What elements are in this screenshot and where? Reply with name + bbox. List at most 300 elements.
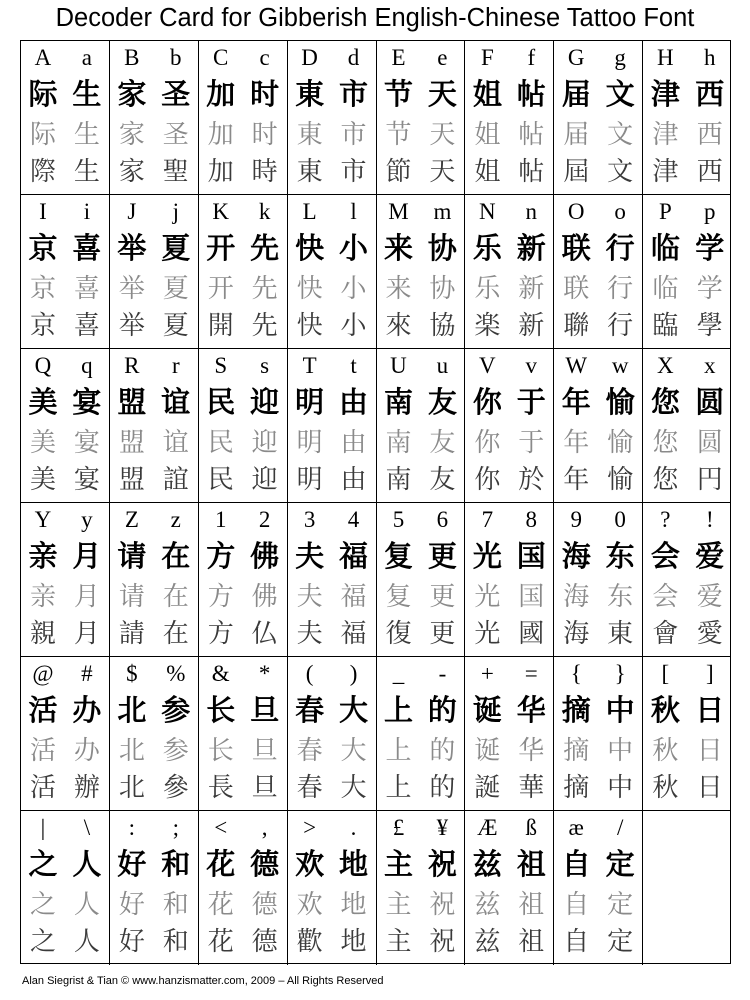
latin-glyph: 8 (525, 507, 538, 532)
chinese-bold-glyph: 快 (295, 231, 325, 265)
latin-glyph: m (433, 199, 452, 224)
chinese-traditional-glyph: 華 (518, 773, 545, 803)
latin-glyph: ¥ (436, 815, 449, 840)
latin-glyph: . (350, 815, 357, 840)
chinese-traditional-glyph: 您 (652, 465, 679, 495)
chinese-bold-glyph: 日 (695, 693, 725, 727)
chinese-bold-glyph: 爱 (695, 539, 725, 573)
chinese-traditional-glyph: 新 (518, 311, 545, 341)
chinese-bold-glyph: 姐 (472, 77, 502, 111)
character-cell (465, 349, 509, 502)
chinese-traditional-glyph: 摘 (563, 773, 590, 803)
chinese-simplified-glyph: 月 (73, 582, 100, 612)
character-cell (420, 349, 464, 502)
latin-glyph: y (81, 507, 93, 532)
copyright-footer: Alan Siegrist & Tian © www.hanzismatter.com, 2009 – All Rights Reserved (22, 975, 384, 987)
chinese-traditional-glyph: 自 (563, 927, 590, 957)
character-cell (554, 657, 598, 810)
chinese-simplified-glyph: 祖 (518, 890, 545, 920)
chinese-bold-glyph: 津 (650, 77, 680, 111)
grid-row (21, 811, 730, 965)
character-cell (21, 657, 65, 810)
character-cell (65, 41, 109, 194)
character-cell (688, 349, 732, 502)
latin-glyph: 0 (614, 507, 626, 532)
chinese-bold-glyph: 西 (695, 77, 725, 111)
character-pair (21, 657, 110, 810)
character-pair (110, 811, 199, 965)
character-pair (643, 657, 732, 810)
chinese-traditional-glyph: 明 (296, 465, 323, 495)
chinese-traditional-glyph: 西 (696, 157, 723, 187)
chinese-simplified-glyph: 人 (73, 890, 100, 920)
character-cell (332, 349, 376, 502)
latin-glyph: j (172, 199, 179, 224)
latin-glyph: e (437, 45, 448, 70)
chinese-simplified-glyph: 地 (340, 890, 367, 920)
chinese-simplified-glyph: 津 (652, 120, 679, 150)
latin-glyph: / (616, 815, 624, 840)
character-cell (332, 657, 376, 810)
latin-glyph: $ (126, 661, 138, 686)
chinese-simplified-glyph: 友 (429, 428, 456, 458)
grid-row (21, 41, 730, 195)
latin-glyph: + (480, 661, 494, 686)
grid-row (21, 657, 730, 811)
chinese-traditional-glyph: 際 (29, 157, 56, 187)
character-cell (21, 349, 65, 502)
character-cell (509, 657, 553, 810)
character-cell (509, 811, 553, 965)
chinese-bold-glyph: 临 (650, 231, 680, 265)
latin-glyph: n (525, 199, 538, 224)
character-pair (465, 657, 554, 810)
chinese-simplified-glyph: 届 (563, 120, 590, 150)
latin-glyph: D (301, 45, 318, 70)
chinese-simplified-glyph: 华 (518, 736, 545, 766)
character-cell (509, 195, 553, 348)
latin-glyph: Z (124, 507, 139, 532)
chinese-traditional-glyph: 會 (652, 619, 679, 649)
chinese-traditional-glyph: 京 (29, 311, 56, 341)
latin-glyph: R (124, 353, 140, 378)
character-cell (199, 195, 243, 348)
character-cell (332, 811, 376, 965)
latin-glyph: F (480, 45, 494, 70)
character-cell (598, 811, 642, 965)
latin-glyph: @ (32, 661, 54, 686)
character-cell (377, 503, 421, 656)
latin-glyph: 5 (392, 507, 405, 532)
chinese-simplified-glyph: 会 (652, 582, 679, 612)
chinese-simplified-glyph: 京 (29, 274, 56, 304)
chinese-traditional-glyph: 辦 (73, 773, 100, 803)
chinese-traditional-glyph: 宴 (73, 465, 100, 495)
chinese-simplified-glyph: 美 (29, 428, 56, 458)
latin-glyph: - (438, 661, 447, 686)
chinese-simplified-glyph: 東 (296, 120, 323, 150)
chinese-bold-glyph: 参 (161, 693, 191, 727)
character-pair (199, 657, 288, 810)
chinese-simplified-glyph: 宴 (73, 428, 100, 458)
character-pair (554, 349, 643, 502)
latin-glyph: ! (705, 507, 714, 532)
character-pair (554, 657, 643, 810)
latin-glyph: v (525, 353, 538, 378)
latin-glyph: B (124, 45, 140, 70)
chinese-traditional-glyph: 快 (296, 311, 323, 341)
chinese-simplified-glyph: 谊 (162, 428, 189, 458)
latin-glyph: P (658, 199, 672, 224)
chinese-bold-glyph: 祝 (427, 847, 457, 881)
chinese-simplified-glyph: 摘 (563, 736, 590, 766)
character-pair (377, 349, 466, 502)
chinese-simplified-glyph: 光 (474, 582, 501, 612)
chinese-traditional-glyph: 先 (251, 311, 278, 341)
chinese-bold-glyph: 诞 (472, 693, 502, 727)
chinese-bold-glyph: 天 (427, 77, 457, 111)
chinese-traditional-glyph: 聖 (162, 157, 189, 187)
chinese-traditional-glyph: 學 (696, 311, 723, 341)
character-cell (598, 41, 642, 194)
chinese-bold-glyph: 方 (206, 539, 236, 573)
chinese-traditional-glyph: 海 (563, 619, 590, 649)
chinese-simplified-glyph: 市 (340, 120, 367, 150)
character-cell (288, 503, 332, 656)
character-pair (199, 811, 288, 965)
latin-glyph: a (81, 45, 93, 70)
chinese-traditional-glyph: 長 (207, 773, 234, 803)
character-pair (377, 195, 466, 348)
chinese-bold-glyph: 东 (605, 539, 635, 573)
character-cell (377, 349, 421, 502)
latin-glyph: | (40, 815, 46, 840)
latin-glyph: # (81, 661, 93, 686)
chinese-traditional-glyph: 主 (385, 927, 412, 957)
character-pair (110, 349, 199, 502)
character-pair (199, 195, 288, 348)
chinese-simplified-glyph: 帖 (518, 120, 545, 150)
latin-glyph: s (260, 353, 270, 378)
chinese-simplified-glyph: 姐 (474, 120, 501, 150)
chinese-simplified-glyph: 开 (207, 274, 234, 304)
chinese-simplified-glyph: 由 (340, 428, 367, 458)
latin-glyph: < (214, 815, 228, 840)
chinese-bold-glyph: 夫 (295, 539, 325, 573)
chinese-traditional-glyph: 活 (29, 773, 56, 803)
character-cell (509, 41, 553, 194)
latin-glyph: C (213, 45, 229, 70)
character-cell (643, 195, 687, 348)
chinese-bold-glyph: 月 (72, 539, 102, 573)
latin-glyph: i (83, 199, 91, 224)
chinese-simplified-glyph: 临 (652, 274, 679, 304)
chinese-traditional-glyph: 文 (607, 157, 634, 187)
chinese-traditional-glyph: 時 (251, 157, 278, 187)
character-pair (199, 349, 288, 502)
chinese-simplified-glyph: 你 (474, 428, 501, 458)
chinese-simplified-glyph: 春 (296, 736, 323, 766)
chinese-traditional-glyph: 祖 (518, 927, 545, 957)
latin-glyph: r (171, 353, 180, 378)
character-cell (154, 503, 198, 656)
chinese-traditional-glyph: 小 (340, 311, 367, 341)
latin-glyph: l (350, 199, 357, 224)
chinese-simplified-glyph: 来 (385, 274, 412, 304)
chinese-bold-glyph: 京 (28, 231, 58, 265)
latin-glyph: [ (661, 661, 670, 686)
latin-glyph: * (258, 661, 271, 686)
chinese-traditional-glyph: 美 (29, 465, 56, 495)
chinese-traditional-glyph: 举 (118, 311, 145, 341)
character-pair (288, 349, 377, 502)
chinese-traditional-glyph: 你 (474, 465, 501, 495)
character-cell (420, 41, 464, 194)
character-cell (243, 503, 287, 656)
chinese-bold-glyph: 谊 (161, 385, 191, 419)
chinese-traditional-glyph: 人 (73, 927, 100, 957)
chinese-traditional-glyph: 津 (652, 157, 679, 187)
latin-glyph: X (657, 353, 674, 378)
chinese-simplified-glyph: 在 (162, 582, 189, 612)
chinese-bold-glyph: 市 (339, 77, 369, 111)
character-pair (199, 503, 288, 656)
chinese-simplified-glyph: 方 (207, 582, 234, 612)
character-cell (243, 195, 287, 348)
chinese-bold-glyph: 文 (605, 77, 635, 111)
chinese-bold-glyph: 的 (427, 693, 457, 727)
chinese-simplified-glyph: 迎 (251, 428, 278, 458)
chinese-bold-glyph: 国 (516, 539, 546, 573)
chinese-bold-glyph: 办 (72, 693, 102, 727)
character-pair (288, 503, 377, 656)
chinese-traditional-glyph: 仏 (251, 619, 278, 649)
chinese-bold-glyph: 友 (427, 385, 457, 419)
chinese-simplified-glyph: 请 (118, 582, 145, 612)
chinese-bold-glyph: 春 (295, 693, 325, 727)
chinese-bold-glyph: 乐 (472, 231, 502, 265)
chinese-bold-glyph: 际 (28, 77, 58, 111)
chinese-bold-glyph: 更 (427, 539, 457, 573)
character-pair (377, 41, 466, 194)
character-cell (65, 349, 109, 502)
character-cell (21, 195, 65, 348)
chinese-traditional-glyph: 天 (429, 157, 456, 187)
latin-glyph: Æ (477, 815, 498, 840)
character-pair (465, 41, 554, 194)
chinese-traditional-glyph: 和 (162, 927, 189, 957)
character-cell (110, 657, 154, 810)
latin-glyph: q (81, 353, 93, 378)
grid-row (21, 349, 730, 503)
chinese-simplified-glyph: 大 (340, 736, 367, 766)
latin-glyph: N (479, 199, 496, 224)
character-cell (65, 811, 109, 965)
character-cell (420, 811, 464, 965)
chinese-traditional-glyph: 方 (207, 619, 234, 649)
chinese-bold-glyph: 小 (339, 231, 369, 265)
chinese-traditional-glyph: 在 (162, 619, 189, 649)
character-cell (688, 657, 732, 810)
latin-glyph: 3 (303, 507, 316, 532)
chinese-bold-glyph: 迎 (250, 385, 280, 419)
character-cell (332, 503, 376, 656)
character-cell (288, 657, 332, 810)
chinese-simplified-glyph: 天 (429, 120, 456, 150)
latin-glyph: V (479, 353, 496, 378)
chinese-bold-glyph: 活 (28, 693, 58, 727)
chinese-bold-glyph: 福 (339, 539, 369, 573)
latin-glyph: A (34, 45, 52, 70)
decoder-grid (20, 40, 731, 964)
grid-row (21, 195, 730, 349)
chinese-bold-glyph: 北 (117, 693, 147, 727)
chinese-simplified-glyph: 参 (162, 736, 189, 766)
character-cell (243, 657, 287, 810)
latin-glyph: u (436, 353, 449, 378)
chinese-bold-glyph: 年 (561, 385, 591, 419)
chinese-simplified-glyph: 联 (563, 274, 590, 304)
latin-glyph: 2 (258, 507, 271, 532)
character-cell (465, 503, 509, 656)
chinese-traditional-glyph: 大 (340, 773, 367, 803)
latin-glyph: T (302, 353, 317, 378)
character-cell (688, 41, 732, 194)
character-pair (465, 349, 554, 502)
latin-glyph: I (39, 199, 47, 224)
character-cell (199, 503, 243, 656)
chinese-bold-glyph: 喜 (72, 231, 102, 265)
character-cell (377, 41, 421, 194)
character-cell (110, 349, 154, 502)
latin-glyph: _ (392, 661, 405, 686)
character-pair (643, 503, 732, 656)
latin-glyph: G (567, 45, 585, 70)
chinese-simplified-glyph: 北 (118, 736, 145, 766)
character-cell (154, 195, 198, 348)
latin-glyph: ( (305, 661, 314, 686)
chinese-traditional-glyph: 北 (118, 773, 145, 803)
chinese-bold-glyph: 家 (117, 77, 147, 111)
chinese-traditional-glyph: 夫 (296, 619, 323, 649)
character-cell (420, 195, 464, 348)
character-cell (110, 195, 154, 348)
grid-row (21, 503, 730, 657)
character-pair (110, 657, 199, 810)
latin-glyph: E (391, 45, 406, 70)
chinese-traditional-glyph: 夏 (162, 311, 189, 341)
character-cell (377, 195, 421, 348)
character-pair (288, 41, 377, 194)
character-pair (465, 811, 554, 965)
chinese-traditional-glyph: 的 (429, 773, 456, 803)
chinese-simplified-glyph: 之 (29, 890, 56, 920)
latin-glyph: Q (34, 353, 52, 378)
latin-glyph: ; (172, 815, 179, 840)
latin-glyph: p (704, 199, 716, 224)
chinese-simplified-glyph: 中 (607, 736, 634, 766)
chinese-traditional-glyph: 市 (340, 157, 367, 187)
chinese-bold-glyph: 主 (383, 847, 413, 881)
chinese-simplified-glyph: 自 (563, 890, 590, 920)
chinese-simplified-glyph: 定 (607, 890, 634, 920)
chinese-bold-glyph: 海 (561, 539, 591, 573)
chinese-traditional-glyph: 兹 (474, 927, 501, 957)
character-cell (110, 503, 154, 656)
chinese-simplified-glyph: 先 (251, 274, 278, 304)
character-cell (509, 349, 553, 502)
chinese-bold-glyph: 盟 (117, 385, 147, 419)
character-pair (110, 503, 199, 656)
chinese-traditional-glyph: 屆 (563, 157, 590, 187)
chinese-simplified-glyph: 主 (385, 890, 412, 920)
chinese-traditional-glyph: 迎 (251, 465, 278, 495)
chinese-bold-glyph: 愉 (605, 385, 635, 419)
chinese-traditional-glyph: 加 (207, 157, 234, 187)
chinese-traditional-glyph: 德 (251, 927, 278, 957)
chinese-bold-glyph: 圆 (695, 385, 725, 419)
character-cell (643, 657, 687, 810)
chinese-traditional-glyph: 請 (118, 619, 145, 649)
character-cell (465, 195, 509, 348)
chinese-simplified-glyph: 愉 (607, 428, 634, 458)
chinese-traditional-glyph: 旦 (251, 773, 278, 803)
chinese-simplified-glyph: 兹 (474, 890, 501, 920)
chinese-traditional-glyph: 月 (73, 619, 100, 649)
chinese-traditional-glyph: 年 (563, 465, 590, 495)
character-cell (465, 657, 509, 810)
chinese-bold-glyph: 旦 (250, 693, 280, 727)
chinese-bold-glyph: 生 (72, 77, 102, 111)
latin-glyph: 6 (436, 507, 449, 532)
chinese-simplified-glyph: 小 (340, 274, 367, 304)
latin-glyph: 1 (214, 507, 227, 532)
chinese-bold-glyph: 之 (28, 847, 58, 881)
chinese-traditional-glyph: 開 (207, 311, 234, 341)
chinese-traditional-glyph: 於 (518, 465, 545, 495)
chinese-bold-glyph: 兹 (472, 847, 502, 881)
chinese-bold-glyph: 于 (516, 385, 546, 419)
character-pair (110, 195, 199, 348)
latin-glyph: : (128, 815, 136, 840)
character-cell (21, 811, 65, 965)
character-cell (154, 349, 198, 502)
chinese-bold-glyph: 欢 (295, 847, 325, 881)
character-pair (377, 503, 466, 656)
character-cell (554, 349, 598, 502)
chinese-bold-glyph: 大 (339, 693, 369, 727)
chinese-simplified-glyph: 圆 (696, 428, 723, 458)
latin-glyph: 7 (481, 507, 494, 532)
latin-glyph: W (565, 353, 588, 378)
latin-glyph: h (704, 45, 716, 70)
chinese-simplified-glyph: 乐 (474, 274, 501, 304)
chinese-bold-glyph: 新 (516, 231, 546, 265)
chinese-traditional-glyph: 喜 (73, 311, 100, 341)
character-cell (288, 41, 332, 194)
character-cell (598, 657, 642, 810)
chinese-simplified-glyph: 夏 (162, 274, 189, 304)
chinese-simplified-glyph: 办 (73, 736, 100, 766)
character-cell (643, 349, 687, 502)
chinese-traditional-glyph: 愉 (607, 465, 634, 495)
chinese-simplified-glyph: 加 (207, 120, 234, 150)
character-cell (65, 195, 109, 348)
chinese-bold-glyph: 由 (339, 385, 369, 419)
chinese-traditional-glyph: 之 (29, 927, 56, 957)
chinese-bold-glyph: 地 (339, 847, 369, 881)
chinese-traditional-glyph: 聯 (563, 311, 590, 341)
